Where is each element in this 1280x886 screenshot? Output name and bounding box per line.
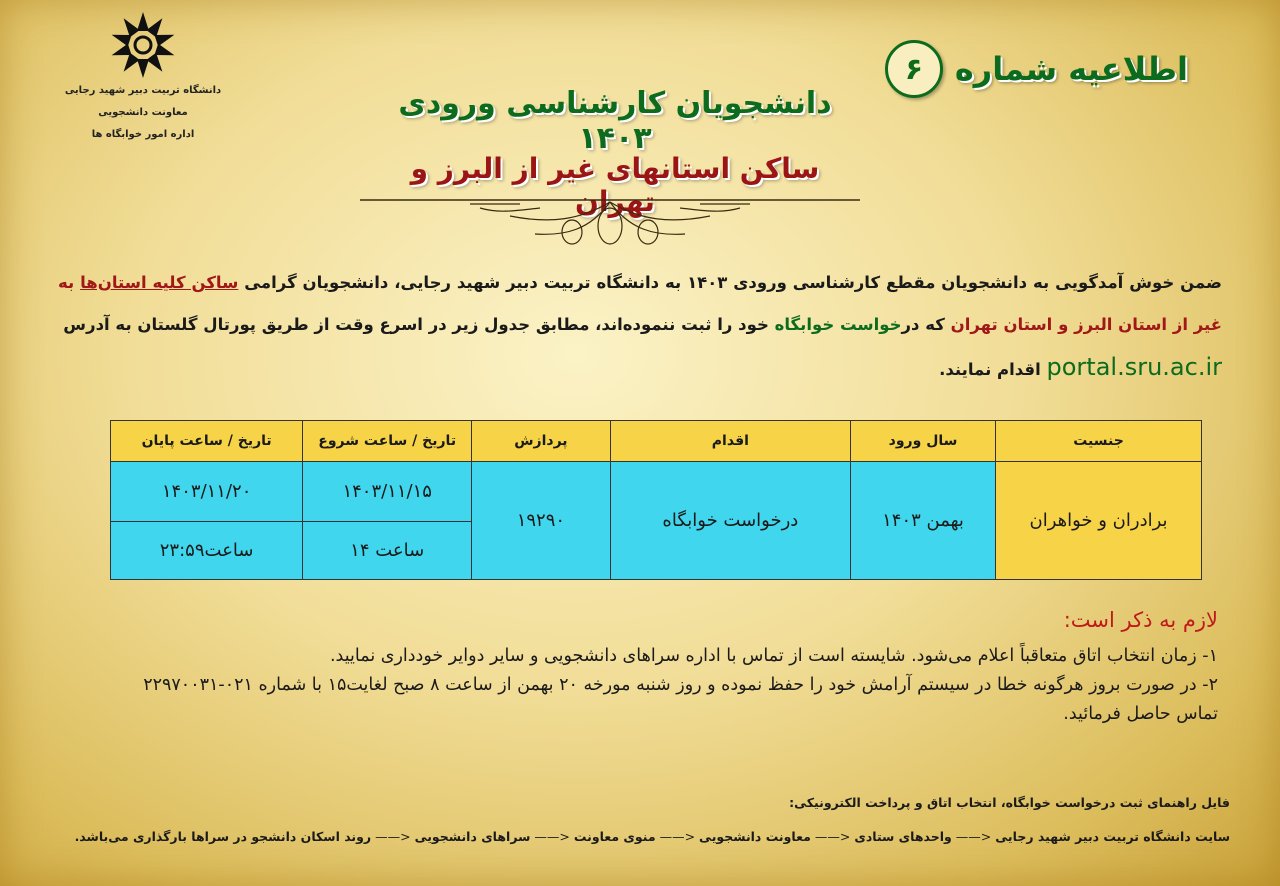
intro-text-1: ضمن خوش آمدگویی به دانشجویان مقطع کارشناسی ورودی ۱۴۰۳ به دانشگاه تربیت دبیر شهید رجایی، دانشجویان گرامی	[244, 273, 1222, 292]
intro-text-2: که در	[901, 315, 945, 334]
header-entry-year: سال ورود	[851, 421, 996, 462]
logo-office-name: اداره امور خوابگاه ها	[91, 129, 195, 140]
cell-end-time: ساعت۲۳:۵۹	[111, 522, 303, 580]
intro-text-4: اقدام نمایند.	[939, 360, 1041, 379]
university-logo-block	[58, 10, 228, 146]
notes-heading: لازم به ذکر است:	[1063, 608, 1218, 632]
guide-step-dorms: سراهای دانشجویی	[414, 829, 531, 844]
notice-number-badge: ۶	[885, 40, 943, 98]
note-item-1: ۱- زمان انتخاب اتاق متعاقباً اعلام می‌شود. شایسته است از تماس با اداره سراهای دانشجویی و سایر دوایر خودداری نمایید.	[329, 646, 1218, 666]
cell-entry-year: بهمن ۱۴۰۳	[851, 462, 996, 580]
intro-paragraph	[58, 262, 1222, 391]
arrow-left-icon: <——	[955, 829, 992, 844]
guide-step-menu: منوی معاونت	[573, 829, 656, 844]
logo-university-name: دانشگاه تربیت دبیر شهید رجایی	[64, 85, 222, 96]
main-title: دانشجویان کارشناسی ورودی ۱۴۰۳	[398, 86, 832, 156]
arrow-left-icon: <——	[534, 829, 570, 844]
logo-deputy-name: معاونت دانشجویی	[98, 107, 188, 118]
intro-dorm-request: خواست خوابگاه	[774, 315, 902, 334]
cell-start-date: ۱۴۰۳/۱۱/۱۵	[303, 462, 472, 522]
guide-step-deputy: معاونت دانشجویی	[699, 829, 811, 844]
header-start: تاریخ / ساعت شروع	[303, 421, 472, 462]
intro-target-provinces: ساکن کلیه استان‌ها	[80, 273, 239, 292]
notes-list	[130, 642, 1218, 729]
notice-heading	[885, 40, 1188, 98]
cell-end-date: ۱۴۰۳/۱۱/۲۰	[111, 462, 303, 522]
header-process: پردازش	[472, 421, 611, 462]
guide-step-site: سایت دانشگاه تربیت دبیر شهید رجایی	[995, 829, 1230, 844]
intro-text-3: خود را ثبت ننموده‌اند، مطابق جدول زیر در اسرع وقت از طریق پورتال گلستان به آدرس	[63, 315, 769, 334]
cell-process: ۱۹۲۹۰	[472, 462, 611, 580]
intro-excluded-provinces: به غیر از استان البرز و استان تهران	[58, 273, 1222, 334]
schedule-table	[110, 420, 1202, 580]
university-logo-icon	[108, 10, 178, 80]
arrow-left-icon: <——	[659, 829, 696, 844]
table-header-row	[111, 421, 1202, 462]
header-gender: جنسیت	[996, 421, 1202, 462]
sub-title: ساکن استانهای غیر از البرز و تهران	[410, 152, 820, 218]
notice-title: اطلاعیه شماره	[954, 50, 1188, 88]
cell-start-time: ساعت ۱۴	[303, 522, 472, 580]
header-action: اقدام	[610, 421, 850, 462]
guide-section	[40, 786, 1230, 854]
cell-gender: برادران و خواهران	[996, 462, 1202, 580]
ornament-divider-icon	[350, 180, 870, 250]
portal-link[interactable]: portal.sru.ac.ir	[1046, 353, 1222, 381]
table-row	[111, 462, 1202, 522]
guide-step-units: واحدهای ستادی	[854, 829, 952, 844]
arrow-left-icon: <——	[375, 829, 411, 844]
cell-action: درخواست خوابگاه	[610, 462, 850, 580]
guide-heading: فایل راهنمای ثبت درخواست خوابگاه، انتخاب اتاق و پرداخت الکترونیکی:	[789, 795, 1230, 810]
arrow-left-icon: <——	[814, 829, 851, 844]
guide-step-result: روند اسکان دانشجو در سراها بارگذاری می‌باشد.	[74, 829, 372, 844]
header-end: تاریخ / ساعت پایان	[111, 421, 303, 462]
guide-navigation-path	[40, 820, 1230, 854]
note-item-2: ۲- در صورت بروز هرگونه خطا در سیستم آرامش خود را حفظ نموده و روز شنبه مورخه ۲۰ بهمن از ساعت ۸ صبح لغایت۱۵ با شماره ۰۲۱-۲۲۹۷۰۰۳۱ تماس حاصل فرمائید.	[143, 675, 1218, 724]
